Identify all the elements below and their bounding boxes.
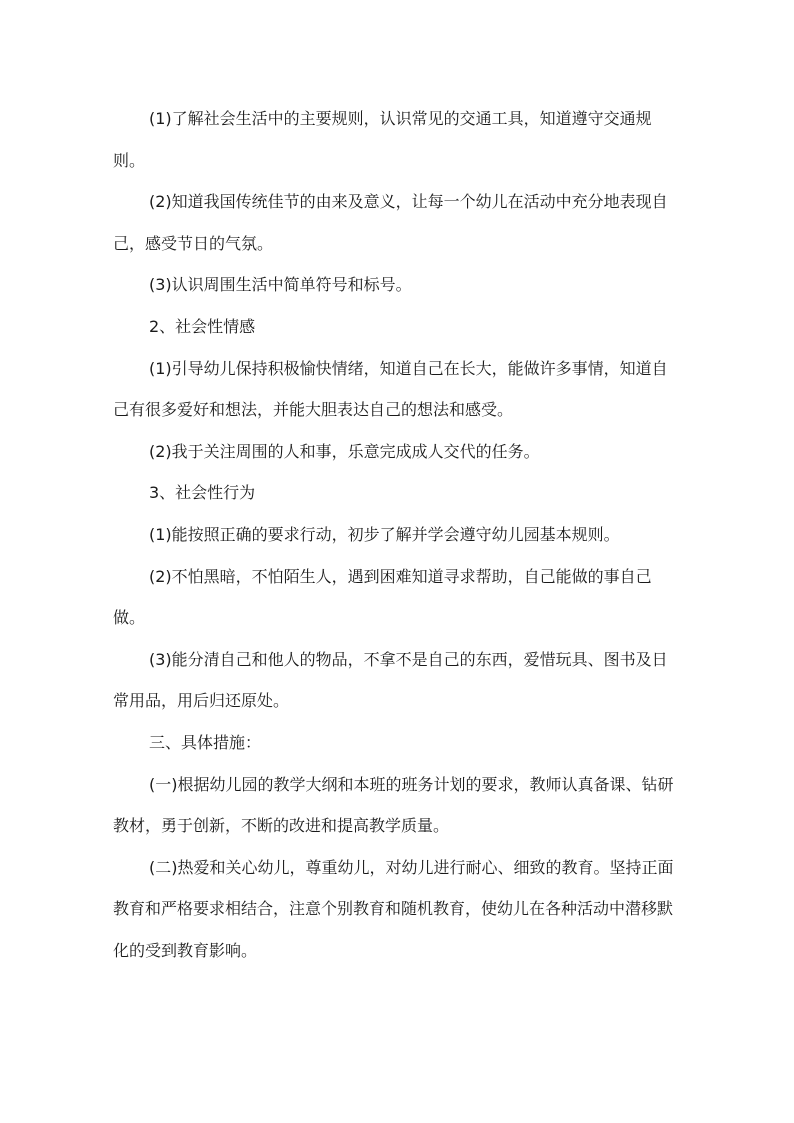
- paragraph-not-afraid: (2)不怕黑暗，不怕陌生人，遇到困难知道寻求帮助，自己能做的事自己做。: [113, 566, 652, 628]
- paragraph-measure-two: (二)热爱和关心幼儿，尊重幼儿，对幼儿进行耐心、细致的教育。坚持正面教育和严格要求相结合，注意个别教育和随机教育，使幼儿在各种活动中潜移默化的受到教育影响。: [113, 857, 674, 960]
- section-heading-social-emotion: 2、社会性情感: [149, 316, 256, 336]
- paragraph-belongings: (3)能分清自己和他人的物品，不拿不是自己的东西，爱惜玩具、图书及日常用品，用后归还原处。: [113, 649, 668, 711]
- paragraph-traditional-festivals: (2)知道我国传统佳节的由来及意义，让每一个幼儿在活动中充分地表现自己，感受节日的气氛。: [113, 192, 668, 253]
- paragraph-symbols: (3)认识周围生活中简单符号和标号。: [149, 275, 412, 295]
- paragraph-follow-rules: (1)能按照正确的要求行动，初步了解并学会遵守幼儿园基本规则。: [149, 524, 620, 544]
- document-body: [113, 98, 683, 971]
- paragraph-attention-tasks: (2)我于关注周围的人和事，乐意完成成人交代的任务。: [149, 441, 540, 461]
- paragraph-social-rules: (1)了解社会生活中的主要规则，认识常见的交通工具，知道遵守交通规则。: [113, 109, 652, 170]
- paragraph-positive-emotion: (1)引导幼儿保持积极愉快情绪，知道自己在长大，能做许多事情，知道自己有很多爱好和想法，并能大胆表达自己的想法和感受。: [113, 358, 668, 420]
- paragraph-measure-one: (一)根据幼儿园的教学大纲和本班的班务计划的要求，教师认真备课、钻研教材，勇于创新，不断的改进和提高教学质量。: [113, 774, 674, 836]
- section-heading-measures: 三、具体措施：: [149, 732, 262, 752]
- section-heading-social-behavior: 3、社会性行为: [149, 483, 256, 503]
